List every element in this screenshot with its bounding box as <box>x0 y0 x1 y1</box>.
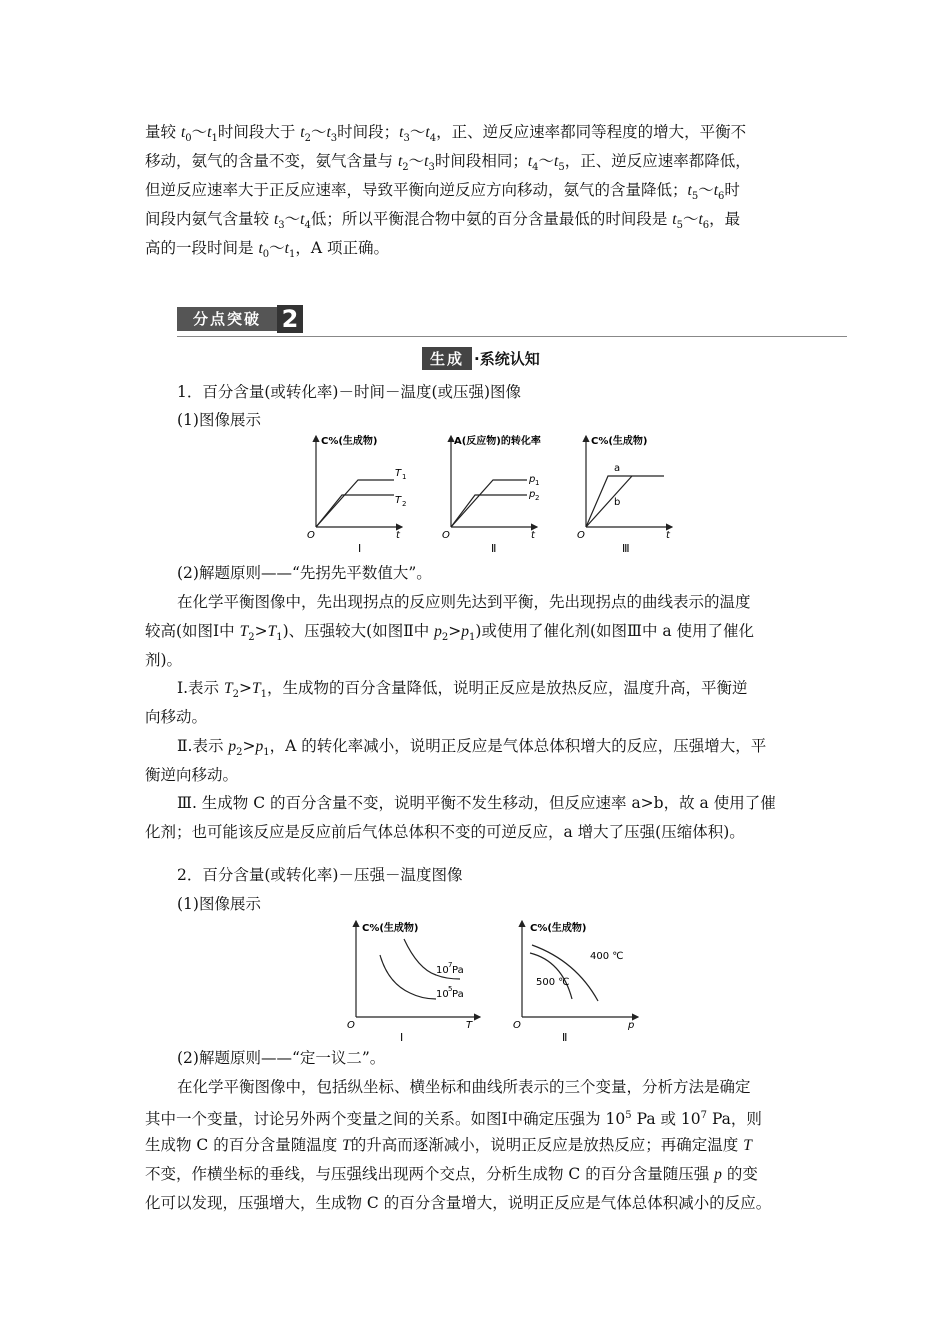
s2-p1-l5: 化可以发现，压强增大，生成物 C 的百分含量增大，说明正反应是气体总体积减小的反应。 <box>145 1194 772 1212</box>
curve-p2 <box>451 495 527 527</box>
s1-p3-l2: 衡逆向移动。 <box>145 766 239 784</box>
curve-t1 <box>316 480 394 527</box>
s1-p2-l1: Ⅰ.表示 $T_2>T_1$，生成物的百分含量降低，说明正反应是放热反应，温度升高，平衡逆 <box>177 679 748 701</box>
svg-text:1: 1 <box>402 473 407 481</box>
svg-text:O: O <box>513 1020 521 1031</box>
svg-text:O: O <box>442 530 450 541</box>
g1-ylabel: C%(生成物) <box>321 436 378 447</box>
svg-text:Ⅰ: Ⅰ <box>358 542 362 555</box>
curve-p1 <box>451 480 527 527</box>
s1-sub2: (2)解题原则——“先拐先平数值大”。 <box>177 564 432 582</box>
curve-500 <box>530 953 572 999</box>
svg-text:p: p <box>529 489 536 500</box>
section-banner-number: 2 <box>277 305 303 333</box>
svg-text:T: T <box>395 495 402 506</box>
svg-text:T: T <box>466 1020 473 1031</box>
s1-p3-l1: Ⅱ.表示 $p_2>p_1$，A 的转化率减小，说明正反应是气体总体积增大的反应，压强增大，平 <box>177 737 767 759</box>
svg-text:Ⅲ: Ⅲ <box>622 542 630 555</box>
svg-text:2: 2 <box>402 500 407 508</box>
svg-text:Ⅰ: Ⅰ <box>400 1031 404 1044</box>
section-divider <box>177 336 847 337</box>
s2-p1-l1: 在化学平衡图像中，包括纵坐标、横坐标和曲线所表示的三个变量，分析方法是确定 <box>177 1078 751 1096</box>
svg-text:2: 2 <box>535 494 540 502</box>
curve-t2 <box>316 495 394 527</box>
svg-text:O: O <box>307 530 315 541</box>
intro-line-3: 但逆反应速率大于正反应速率，导致平衡向逆反应方向移动，氨气的含量降低；$t_5\sim t_6$时 <box>145 181 740 203</box>
svg-text:a: a <box>614 463 621 474</box>
svg-text:Ⅱ: Ⅱ <box>491 542 497 555</box>
s2-heading: 2．百分含量(或转化率)－压强－温度图像 <box>177 866 463 884</box>
g4-ylabel: C%(生成物) <box>362 923 419 934</box>
svg-text:O: O <box>577 530 585 541</box>
svg-text:Pa: Pa <box>452 989 464 1000</box>
svg-text:p: p <box>628 1020 635 1031</box>
section-subtitle <box>422 347 540 370</box>
g5-ylabel: C%(生成物) <box>530 923 587 934</box>
graph-2-2 <box>513 921 638 1044</box>
svg-text:T: T <box>395 468 402 479</box>
s2-p1-l4: 不变，作横坐标的垂线，与压强线出现两个交点，分析生成物 C 的百分含量随压强 p 的变 <box>145 1165 758 1183</box>
g2-ylabel: A(反应物)的转化率 <box>454 436 541 447</box>
subtitle-rest: ·系统认知 <box>474 350 540 368</box>
svg-text:Pa: Pa <box>452 965 464 976</box>
svg-text:10: 10 <box>436 989 449 1000</box>
svg-text:t: t <box>396 530 400 541</box>
graph-2-1 <box>347 921 480 1044</box>
svg-text:t: t <box>531 530 535 541</box>
graphs-row-1 <box>300 432 690 562</box>
s1-sub1: (1)图像展示 <box>177 411 261 429</box>
g3-ylabel: C%(生成物) <box>591 436 648 447</box>
s2-sub1: (1)图像展示 <box>177 895 261 913</box>
svg-text:p: p <box>529 474 536 485</box>
svg-text:1: 1 <box>535 479 540 487</box>
intro-line-4: 间段内氨气含量较 $t_3\sim t_4$低；所以平衡混合物中氨的百分含量最低的时间段是 $t_5\sim t_6$，最 <box>145 210 741 232</box>
svg-text:400 ℃: 400 ℃ <box>590 951 624 962</box>
s1-p1-l1: 在化学平衡图像中，先出现拐点的反应则先达到平衡，先出现拐点的曲线表示的温度 <box>177 593 751 611</box>
s1-p1-l2: 较高(如图Ⅰ中 $T_2>T_1$)、压强较大(如图Ⅱ中 $p_2>p_1$)或使用了催化剂(如图Ⅲ中 a 使用了催化 <box>145 622 755 644</box>
s1-p4-l1: Ⅲ. 生成物 C 的百分含量不变，说明平衡不发生移动，但反应速率 a>b，故 a 使用了催 <box>177 794 776 812</box>
s1-heading: 1．百分含量(或转化率)－时间－温度(或压强)图像 <box>177 383 522 401</box>
graph-1-2 <box>442 434 541 555</box>
s1-p2-l2: 向移动。 <box>145 708 208 726</box>
subtitle-box: 生成 <box>422 347 472 370</box>
svg-text:Ⅱ: Ⅱ <box>562 1031 568 1044</box>
curve-400 <box>532 945 598 1001</box>
graphs-row-2 <box>340 917 660 1047</box>
graph-1-1 <box>307 434 406 555</box>
svg-text:500 ℃: 500 ℃ <box>536 977 570 988</box>
intro-line-5: 高的一段时间是 $t_0\sim t_1$，A 项正确。 <box>145 239 389 261</box>
s2-p1-l2: 其中一个变量，讨论另外两个变量之间的关系。如图Ⅰ中确定压强为 $10^5$ Pa 或 $10^7$ Pa，则 <box>145 1110 762 1129</box>
svg-text:10: 10 <box>436 965 449 976</box>
svg-text:7: 7 <box>448 961 453 969</box>
intro-line-2: 移动，氨气的含量不变，氨气含量与 $t_2\sim t_3$时间段相同；$t_4\sim t_5$，正、逆反应速率都降低， <box>145 152 751 174</box>
section-banner-label: 分点突破 <box>177 307 277 331</box>
curve-1e5 <box>380 955 436 999</box>
s1-p4-l2: 化剂；也可能该反应是反应前后气体总体积不变的可逆反应，a 增大了压强(压缩体积)。 <box>145 823 745 841</box>
svg-text:t: t <box>666 530 670 541</box>
curve-b <box>586 476 632 527</box>
s2-sub2: (2)解题原则——“定一议二”。 <box>177 1049 386 1067</box>
s2-p1-l3: 生成物 C 的百分含量随温度 T的升高而逐渐减小，说明正反应是放热反应；再确定温度 T <box>145 1136 752 1154</box>
svg-text:O: O <box>347 1020 355 1031</box>
s1-p1-l3: 剂)。 <box>145 651 183 669</box>
section-banner <box>177 305 307 333</box>
svg-text:b: b <box>614 497 621 508</box>
intro-line-1: 量较 $t_0\sim t_1$时间段大于 $t_2\sim t_3$时间段；$t_3\sim t_4$，正、逆反应速率都同等程度的增大，平衡不 <box>145 123 747 145</box>
svg-text:5: 5 <box>448 985 453 993</box>
graph-1-3 <box>577 434 672 555</box>
